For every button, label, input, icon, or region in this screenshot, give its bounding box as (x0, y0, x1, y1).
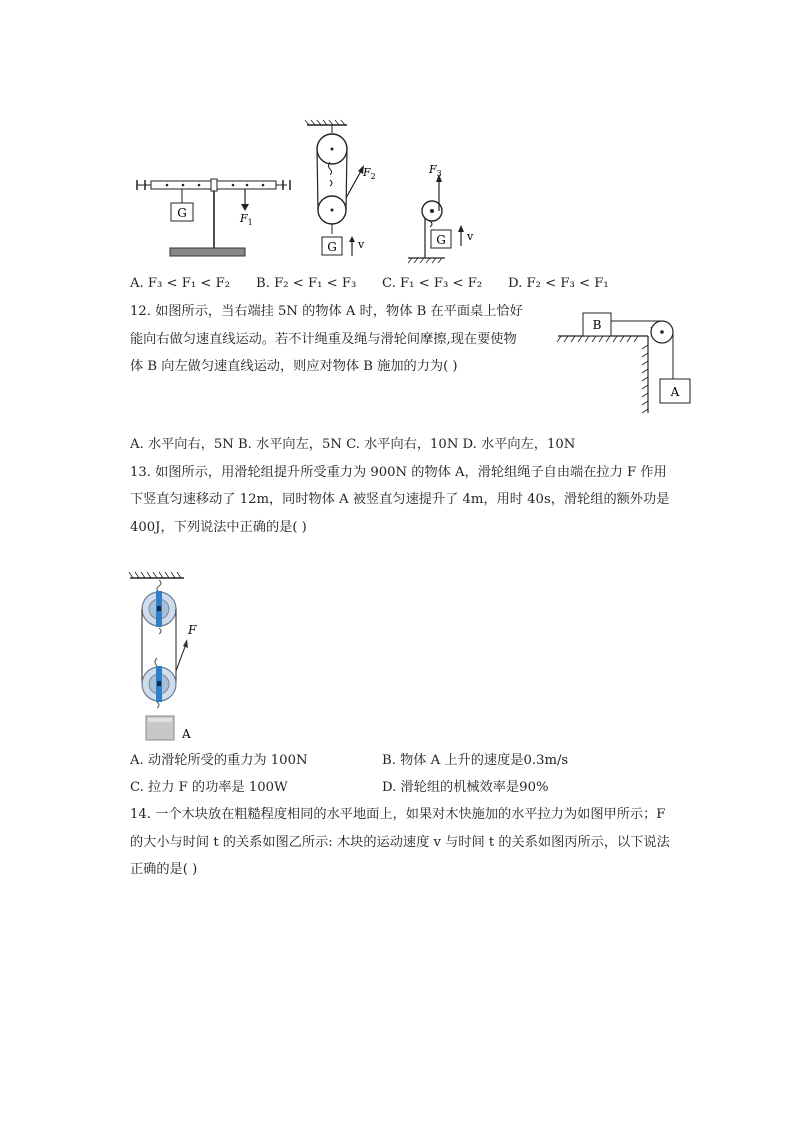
pulley-block-diagram (305, 120, 376, 256)
force-f1-label: $F_1$ (240, 212, 253, 227)
q12-text-line3: 体 B 向左做匀速直线运动，则应对物体 B 施加的力为( ) (130, 359, 458, 374)
q12-options[interactable]: A. 水平向右，5N B. 水平向左，5N C. 水平向右，10N D. 水平向左，10N (130, 437, 576, 452)
q12-box-b-label: B (592, 318, 602, 332)
single-weight-label: G (436, 233, 446, 247)
q13-figure (126, 566, 216, 746)
q11-option-a[interactable]: A. F₃ < F₁ < F₂ (130, 276, 231, 291)
q12-text-line1: 12. 如图所示，当右端挂 5N 的物体 A 时，物体 B 在平面桌上恰好 (130, 304, 523, 319)
pulley-weight-label: G (327, 240, 337, 254)
lever-diagram (137, 179, 290, 256)
q13-option-a[interactable]: A. 动滑轮所受的重力为 100N (130, 753, 308, 768)
q11-option-b[interactable]: B. F₂ < F₁ < F₃ (256, 276, 357, 291)
single-velocity-label: v (467, 230, 474, 243)
q14-text-line2: 的大小与时间 t 的关系如图乙所示: 木块的运动速度 v 与时间 t 的关系如图丙所示，以下说法 (130, 835, 670, 850)
q14-text-line1: 14. 一个木块放在粗糙程度相同的水平地面上，如果对木快施加的水平拉力为如图甲所示；F (130, 807, 666, 822)
force-f2-label: $F_2$ (363, 166, 376, 181)
q13-text-line2: 下竖直匀速移动了 12m，同时物体 A 被竖直匀速提升了 4m，用时 40s，滑轮组的额外功是 (130, 492, 670, 507)
force-f3-label: $F_3$ (429, 163, 442, 178)
q13-load-a-label: A (182, 727, 191, 741)
q12-text-line2: 能向右做匀速直线运动。若不计绳重及绳与滑轮间摩擦,现在要使物 (130, 332, 517, 347)
q13-force-f-label: F (188, 623, 197, 637)
q13-text-line3: 400J，下列说法中正确的是( ) (130, 520, 307, 535)
q13-option-d[interactable]: D. 滑轮组的机械效率是90% (382, 780, 549, 795)
q13-option-b[interactable]: B. 物体 A 上升的速度是0.3m/s (382, 753, 569, 768)
q14-text-line3: 正确的是( ) (130, 862, 198, 877)
single-pulley-diagram (408, 163, 474, 263)
pulley-velocity-label: v (358, 238, 365, 251)
q12-figure (555, 305, 700, 417)
q12-box-a-label: A (670, 385, 680, 399)
q13-option-c[interactable]: C. 拉力 F 的功率是 100W (130, 780, 288, 795)
q11-figure (125, 118, 505, 268)
q13-text-line1: 13. 如图所示，用滑轮组提升所受重力为 900N 的物体 A，滑轮组绳子自由端在拉力 F 作用 (130, 465, 667, 480)
lever-weight-label: G (177, 206, 187, 220)
q11-option-d[interactable]: D. F₂ < F₃ < F₁ (508, 276, 609, 291)
q11-option-c[interactable]: C. F₁ < F₃ < F₂ (382, 276, 483, 291)
